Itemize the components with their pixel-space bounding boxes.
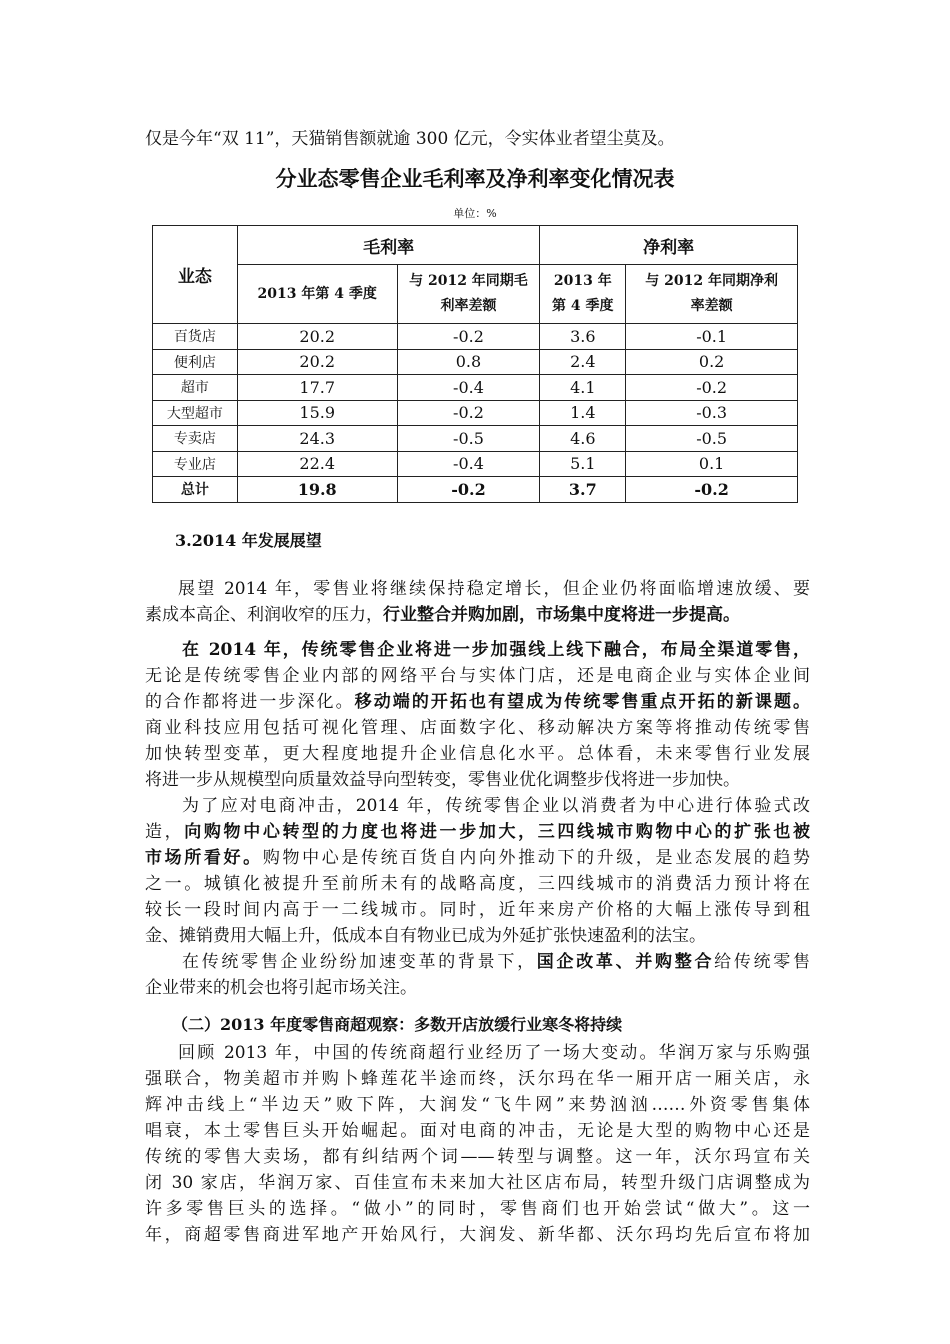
header-diff-gross-line1: 与 2012 年同期毛 bbox=[409, 273, 528, 289]
p5-line-4: 唱衰，本土零售巨头开始崛起。面对电商的冲击，无论是大型的购物中心还是 bbox=[145, 1121, 810, 1141]
total-net: 3.7 bbox=[540, 477, 626, 503]
row-gross-diff: -0.4 bbox=[397, 451, 540, 477]
margin-table bbox=[152, 225, 798, 503]
p5-line-8: 年，商超零售商进军地产开始风行，大润发、新华都、沃尔玛均先后宣布将加 bbox=[145, 1225, 810, 1245]
header-format: 业态 bbox=[153, 226, 238, 324]
row-gross-diff: -0.2 bbox=[397, 400, 540, 426]
p5-line-5: 传统的零售大卖场，都有纠结两个词——转型与调整。这一年，沃尔玛宣布关 bbox=[145, 1147, 810, 1167]
row-gross: 24.3 bbox=[237, 426, 397, 452]
p3-line-4: 之一。城镇化被提升至前所未有的战略高度，三四线城市的消费活力预计将在 bbox=[145, 874, 810, 894]
p4-line-1-a: 在传统零售企业纷纷加速变革的背景下， bbox=[182, 952, 537, 972]
p2-line-3-b: 移动端的开拓也有望成为传统零售重点开拓的新课题。 bbox=[354, 692, 810, 712]
row-net: 2.4 bbox=[540, 349, 626, 375]
p1-line-1: 展望 2014 年，零售业将继续保持稳定增长，但企业仍将面临增速放缓、要 bbox=[178, 579, 810, 599]
row-net-diff: -0.2 bbox=[626, 375, 798, 401]
table-row bbox=[153, 400, 798, 426]
p3-line-5: 较长一段时间内高于一二线城市。同时，近年来房产价格的大幅上涨传导到租 bbox=[145, 900, 810, 920]
p3-line-2 bbox=[145, 819, 810, 845]
header-diff-net bbox=[626, 265, 798, 324]
p5-line-1: 回顾 2013 年，中国的传统商超行业经历了一场大变动。华润万家与乐购强 bbox=[178, 1043, 810, 1063]
row-name: 便利店 bbox=[153, 349, 238, 375]
p4-line-1 bbox=[182, 949, 810, 975]
table-title: 分业态零售企业毛利率及净利率变化情况表 bbox=[275, 166, 675, 191]
header-q4-net-line2: 第 4 季度 bbox=[552, 298, 614, 314]
row-net: 3.6 bbox=[540, 324, 626, 350]
row-net: 4.1 bbox=[540, 375, 626, 401]
row-gross-diff: -0.4 bbox=[397, 375, 540, 401]
p2-line-4: 商业科技应用包括可视化管理、店面数字化、移动解决方案等将推动传统零售 bbox=[145, 718, 810, 738]
table-row bbox=[153, 451, 798, 477]
header-q4-net bbox=[540, 265, 626, 324]
p2-line-1: 在 2014 年，传统零售企业将进一步加强线上线下融合，布局全渠道零售， bbox=[182, 640, 810, 660]
p2-line-3 bbox=[145, 689, 810, 715]
header-diff-net-line2: 率差额 bbox=[690, 298, 733, 314]
p3-line-3-b: 购物中心是传统百货自内向外推动下的升级，是业态发展的趋势 bbox=[262, 848, 810, 868]
p3-line-2-b: 向购物中心转型的力度也将进一步加大，三四线城市购物中心的扩张也被 bbox=[184, 822, 810, 842]
row-name: 专业店 bbox=[153, 451, 238, 477]
row-name: 专卖店 bbox=[153, 426, 238, 452]
header-gross: 毛利率 bbox=[237, 226, 540, 265]
p4-line-2: 企业带来的机会也将引起市场关注。 bbox=[145, 978, 417, 998]
row-gross: 22.4 bbox=[237, 451, 397, 477]
row-net: 5.1 bbox=[540, 451, 626, 477]
row-gross-diff: -0.5 bbox=[397, 426, 540, 452]
p2-line-6: 将进一步从规模型向质量效益导向型转变，零售业优化调整步伐将进一步加快。 bbox=[145, 770, 740, 790]
p2-line-3-a: 的合作都将进一步深化。 bbox=[145, 692, 355, 712]
row-gross-diff: 0.8 bbox=[397, 349, 540, 375]
p4-line-1-c: 给传统零售 bbox=[714, 952, 810, 972]
p5-line-6: 闭 30 家店，华润万家、百佳宣布未来加大社区店布局，转型升级门店调整成为 bbox=[145, 1173, 810, 1193]
row-name: 百货店 bbox=[153, 324, 238, 350]
total-gross: 19.8 bbox=[237, 477, 397, 503]
header-q4-gross: 2013 年第 4 季度 bbox=[237, 265, 397, 324]
total-gross-diff: -0.2 bbox=[397, 477, 540, 503]
row-gross: 17.7 bbox=[237, 375, 397, 401]
table-header-row-1 bbox=[153, 226, 798, 265]
header-diff-net-line1: 与 2012 年同期净利 bbox=[645, 273, 778, 289]
p5-line-7: 许多零售巨头的选择。“做小”的同时，零售商们也开始尝试“做大”。这一 bbox=[145, 1199, 810, 1219]
row-net-diff: -0.5 bbox=[626, 426, 798, 452]
row-gross: 20.2 bbox=[237, 324, 397, 350]
p2-line-5: 加快转型变革，更大程度地提升企业信息化水平。总体看，未来零售行业发展 bbox=[145, 744, 810, 764]
header-diff-gross bbox=[397, 265, 540, 324]
p1-line-2 bbox=[145, 602, 810, 628]
row-name: 大型超市 bbox=[153, 400, 238, 426]
p3-line-2-a: 造， bbox=[145, 822, 185, 842]
table-unit: 单位：% bbox=[453, 207, 497, 220]
p4-line-1-b: 国企改革、并购整合 bbox=[536, 952, 715, 972]
table-row bbox=[153, 324, 798, 350]
subheading: （二）2013 年度零售商超观察：多数开店放缓行业寒冬将持续 bbox=[172, 1015, 623, 1034]
p3-line-1: 为了应对电商冲击，2014 年，传统零售企业以消费者为中心进行体验式改 bbox=[182, 796, 810, 816]
p5-line-3: 辉冲击线上“半边天”败下阵，大润发“飞牛网”来势汹汹……外资零售集体 bbox=[145, 1095, 810, 1115]
row-gross: 20.2 bbox=[237, 349, 397, 375]
p1-line-2-a: 素成本高企、利润收窄的压力， bbox=[145, 605, 383, 625]
intro-line: 仅是今年“双 11”，天猫销售额就逾 300 亿元，令实体业者望尘莫及。 bbox=[145, 129, 675, 149]
header-q4-net-line1: 2013 年 bbox=[553, 273, 612, 289]
p3-line-3-a: 市场所看好。 bbox=[145, 848, 263, 868]
total-name: 总计 bbox=[153, 477, 238, 503]
row-gross-diff: -0.2 bbox=[397, 324, 540, 350]
table-total-row bbox=[153, 477, 798, 503]
row-gross: 15.9 bbox=[237, 400, 397, 426]
row-net-diff: 0.2 bbox=[626, 349, 798, 375]
header-diff-gross-line2: 利率差额 bbox=[440, 298, 497, 314]
row-name: 超市 bbox=[153, 375, 238, 401]
header-net: 净利率 bbox=[540, 226, 798, 265]
row-net-diff: -0.3 bbox=[626, 400, 798, 426]
row-net: 4.6 bbox=[540, 426, 626, 452]
table-row bbox=[153, 375, 798, 401]
table-header-row-2 bbox=[153, 265, 798, 324]
p2-line-2: 无论是传统零售企业内部的网络平台与实体门店，还是电商企业与实体企业间 bbox=[145, 666, 810, 686]
total-net-diff: -0.2 bbox=[626, 477, 798, 503]
p3-line-3 bbox=[145, 845, 810, 871]
table-row bbox=[153, 426, 798, 452]
p1-line-2-b: 行业整合并购加剧，市场集中度将进一步提高。 bbox=[383, 605, 740, 625]
row-net-diff: -0.1 bbox=[626, 324, 798, 350]
row-net: 1.4 bbox=[540, 400, 626, 426]
table-row bbox=[153, 349, 798, 375]
p5-line-2: 强联合，物美超市并购卜蜂莲花半途而终，沃尔玛在华一厢开店一厢关店，永 bbox=[145, 1069, 810, 1089]
p3-line-6: 金、摊销费用大幅上升，低成本自有物业已成为外延扩张快速盈利的法宝。 bbox=[145, 926, 706, 946]
row-net-diff: 0.1 bbox=[626, 451, 798, 477]
section-title: 3.2014 年发展展望 bbox=[175, 531, 322, 550]
